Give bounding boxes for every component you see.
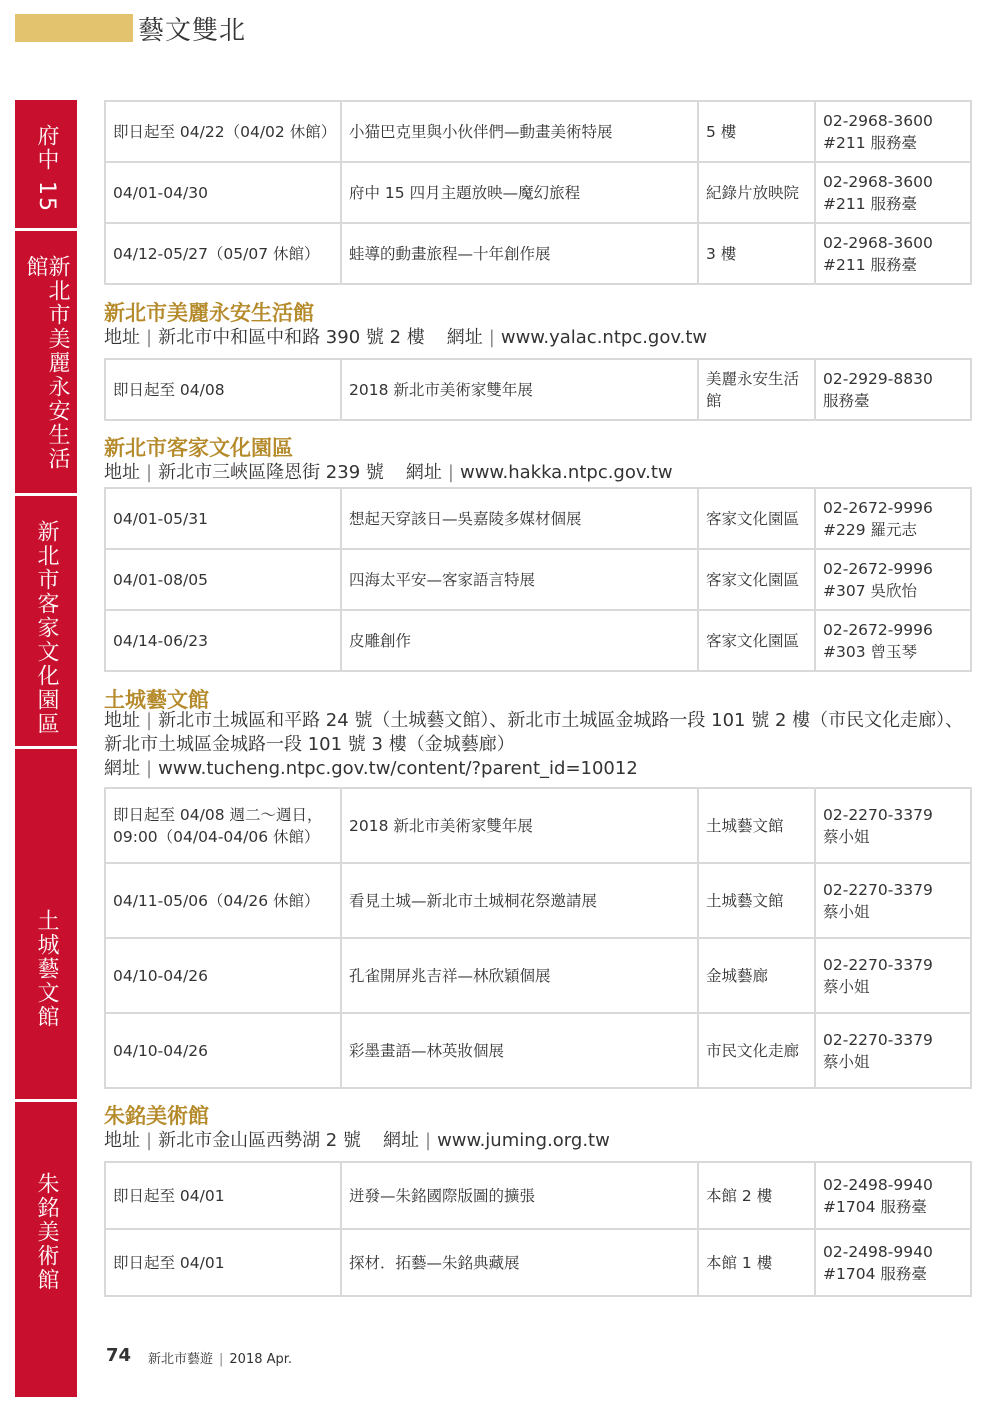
event-phone-cell: [815, 788, 971, 863]
separator: |: [146, 710, 153, 731]
separator: |: [146, 1130, 153, 1151]
venue-name-juming: 朱銘美術館: [104, 1104, 209, 1128]
venue-info-tucheng: [104, 709, 974, 781]
table-row: [105, 101, 971, 162]
event-location: 客家文化園區: [698, 549, 815, 610]
event-phone: 02-2498-9940: [823, 1242, 933, 1261]
event-phone-cell: [815, 610, 971, 671]
hakka-events-table: [104, 487, 972, 672]
event-phone: 02-2270-3379: [823, 1030, 933, 1049]
address-label: 地址: [104, 462, 140, 483]
event-date: 04/01-05/31: [105, 488, 341, 549]
event-phone: 02-2672-9996: [823, 498, 933, 517]
address-label: 地址: [104, 1130, 140, 1151]
juming-events-table: [104, 1161, 972, 1297]
event-location: 市民文化走廊: [698, 1013, 815, 1088]
event-phone-cell: [815, 1229, 971, 1296]
event-date: 04/10-04/26: [105, 938, 341, 1013]
event-date: 即日起至 04/08: [105, 359, 341, 420]
table-row: [105, 610, 971, 671]
separator: |: [219, 1352, 224, 1367]
side-tab-yongan: [15, 231, 77, 493]
fuzhong-events-table: [104, 100, 972, 285]
event-location: 客家文化園區: [698, 488, 815, 549]
venue-address: 新北市三峽區隆恩街 239 號: [158, 462, 384, 483]
event-date: 04/10-04/26: [105, 1013, 341, 1088]
web-label: 網址: [405, 462, 442, 483]
venue-name-yongan: 新北市美麗永安生活館: [104, 301, 314, 325]
event-title: 想起天穿該日—吳嘉陵多媒材個展: [341, 488, 698, 549]
side-tab-tucheng: [15, 749, 77, 1099]
event-title: 皮雕創作: [341, 610, 698, 671]
event-location: 紀錄片放映院: [698, 162, 815, 223]
event-contact: #211 服務臺: [823, 194, 917, 213]
venue-website-link[interactable]: www.juming.org.tw: [437, 1130, 610, 1151]
separator: |: [424, 1130, 432, 1151]
event-contact: #1704 服務臺: [823, 1197, 927, 1216]
event-phone-cell: [815, 863, 971, 938]
event-phone: 02-2929-8830: [823, 369, 933, 388]
side-tab-fuzhong: [15, 100, 77, 228]
event-location: 5 樓: [698, 101, 815, 162]
yongan-events-table: [104, 358, 972, 421]
event-title: 迸發—朱銘國際版圖的擴張: [341, 1162, 698, 1229]
event-contact: #307 吳欣怡: [823, 581, 917, 600]
event-date: 04/11-05/06（04/26 休館）: [105, 863, 341, 938]
table-row: [105, 1162, 971, 1229]
side-tab-juming: [15, 1102, 77, 1397]
event-phone-cell: [815, 162, 971, 223]
event-date: 即日起至 04/22（04/02 休館）: [105, 101, 341, 162]
event-phone-cell: [815, 223, 971, 284]
event-phone-cell: [815, 488, 971, 549]
venue-website-link[interactable]: www.tucheng.ntpc.gov.tw/content/?parent_id=10012: [158, 758, 638, 779]
web-label: 網址: [104, 758, 140, 779]
page-header-title: 藝文雙北: [138, 16, 247, 46]
venue-info-juming: [104, 1126, 610, 1152]
event-contact: #211 服務臺: [823, 133, 917, 152]
event-date: 04/01-04/30: [105, 162, 341, 223]
side-tab-hakka: [15, 496, 77, 746]
separator: |: [146, 327, 153, 348]
separator: |: [146, 758, 153, 779]
event-phone: 02-2270-3379: [823, 880, 933, 899]
event-phone-cell: [815, 549, 971, 610]
event-location: 美麗永安生活館: [698, 359, 815, 420]
event-location: 土城藝文館: [698, 863, 815, 938]
venue-address: 新北市土城區和平路 24 號（土城藝文館）、新北市土城區金城路一段 101 號 2 樓（市民文化走廊）、新北市土城區金城路一段 101 號 3 樓（金城藝廊）: [104, 710, 964, 755]
event-phone: 02-2968-3600: [823, 172, 933, 191]
publication-issue: 2018 Apr.: [229, 1352, 293, 1367]
table-row: [105, 223, 971, 284]
table-row: [105, 863, 971, 938]
event-date: 04/01-08/05: [105, 549, 341, 610]
event-title: 探材．拓藝—朱銘典藏展: [341, 1229, 698, 1296]
side-tab-label: 新北市美麗永安生活館: [23, 255, 70, 471]
venue-name-tucheng: 土城藝文館: [104, 688, 209, 712]
event-phone: 02-2672-9996: [823, 559, 933, 578]
event-contact: 蔡小姐: [823, 1052, 870, 1071]
event-phone-cell: [815, 1013, 971, 1088]
event-phone: 02-2672-9996: [823, 620, 933, 639]
event-title: 府中 15 四月主題放映—魔幻旅程: [341, 162, 698, 223]
event-phone-cell: [815, 938, 971, 1013]
table-row: [105, 788, 971, 863]
event-phone-cell: [815, 101, 971, 162]
event-phone: 02-2968-3600: [823, 233, 933, 252]
table-row: [105, 488, 971, 549]
event-title: 看見土城—新北市土城桐花祭邀請展: [341, 863, 698, 938]
event-location: 客家文化園區: [698, 610, 815, 671]
event-date: 即日起至 04/01: [105, 1229, 341, 1296]
venue-info-hakka: [104, 458, 673, 484]
table-row: [105, 549, 971, 610]
event-contact: 蔡小姐: [823, 977, 870, 996]
event-contact: #229 羅元志: [823, 520, 917, 539]
venue-website-link[interactable]: www.yalac.ntpc.gov.tw: [500, 327, 708, 348]
event-title: 彩墨畫語—林英妝個展: [341, 1013, 698, 1088]
event-title: 2018 新北市美術家雙年展: [341, 788, 698, 863]
event-contact: 蔡小姐: [823, 902, 870, 921]
separator: |: [447, 462, 454, 483]
side-tab-label: 朱銘美術館: [34, 1172, 59, 1292]
event-location: 金城藝廊: [698, 938, 815, 1013]
venue-name-hakka: 新北市客家文化園區: [104, 436, 293, 460]
tucheng-events-table: [104, 787, 972, 1089]
separator: |: [488, 327, 495, 348]
page-number: 74: [106, 1345, 132, 1366]
side-tab-label: 府中 15: [34, 124, 59, 213]
event-location: 土城藝文館: [698, 788, 815, 863]
event-phone: 02-2270-3379: [823, 805, 933, 824]
table-row: [105, 1229, 971, 1296]
event-title: 2018 新北市美術家雙年展: [341, 359, 698, 420]
event-phone-cell: [815, 1162, 971, 1229]
web-label: 網址: [382, 1130, 419, 1151]
table-row: [105, 359, 971, 420]
event-phone: 02-2498-9940: [823, 1175, 933, 1194]
venue-address: 新北市金山區西勢湖 2 號: [158, 1130, 361, 1151]
event-phone: 02-2270-3379: [823, 955, 933, 974]
event-contact: #1704 服務臺: [823, 1264, 927, 1283]
table-row: [105, 162, 971, 223]
separator: |: [146, 462, 153, 483]
event-contact: #211 服務臺: [823, 255, 917, 274]
event-title: 孔雀開屏兆吉祥—林欣穎個展: [341, 938, 698, 1013]
table-row: [105, 1013, 971, 1088]
web-label: 網址: [446, 327, 483, 348]
event-contact: 蔡小姐: [823, 827, 870, 846]
header-accent-bar: [15, 14, 133, 42]
publication-name: 新北市藝遊: [148, 1352, 214, 1367]
event-location: 本館 2 樓: [698, 1162, 815, 1229]
venue-info-yongan: [104, 323, 707, 349]
side-tab-label: 土城藝文館: [34, 909, 59, 1029]
event-phone: 02-2968-3600: [823, 111, 933, 130]
venue-address: 新北市中和區中和路 390 號 2 樓: [158, 327, 425, 348]
event-date: 即日起至 04/08 週二～週日，09:00（04/04-04/06 休館）: [105, 788, 341, 863]
event-contact: 服務臺: [823, 391, 870, 410]
footer-publication: [148, 1348, 292, 1367]
event-title: 四海太平安—客家語言特展: [341, 549, 698, 610]
address-label: 地址: [104, 710, 140, 731]
event-location: 本館 1 樓: [698, 1229, 815, 1296]
side-tab-label: 新北市客家文化園區: [34, 520, 59, 736]
event-contact: #303 曾玉琴: [823, 642, 917, 661]
address-label: 地址: [104, 327, 140, 348]
table-row: [105, 938, 971, 1013]
event-title: 小猫巴克里與小伙伴們—動畫美術特展: [341, 101, 698, 162]
event-location: 3 樓: [698, 223, 815, 284]
venue-website-link[interactable]: www.hakka.ntpc.gov.tw: [459, 462, 673, 483]
event-date: 04/14-06/23: [105, 610, 341, 671]
event-phone-cell: [815, 359, 971, 420]
event-title: 蛙導的動畫旅程—十年創作展: [341, 223, 698, 284]
event-date: 即日起至 04/01: [105, 1162, 341, 1229]
event-date: 04/12-05/27（05/07 休館）: [105, 223, 341, 284]
